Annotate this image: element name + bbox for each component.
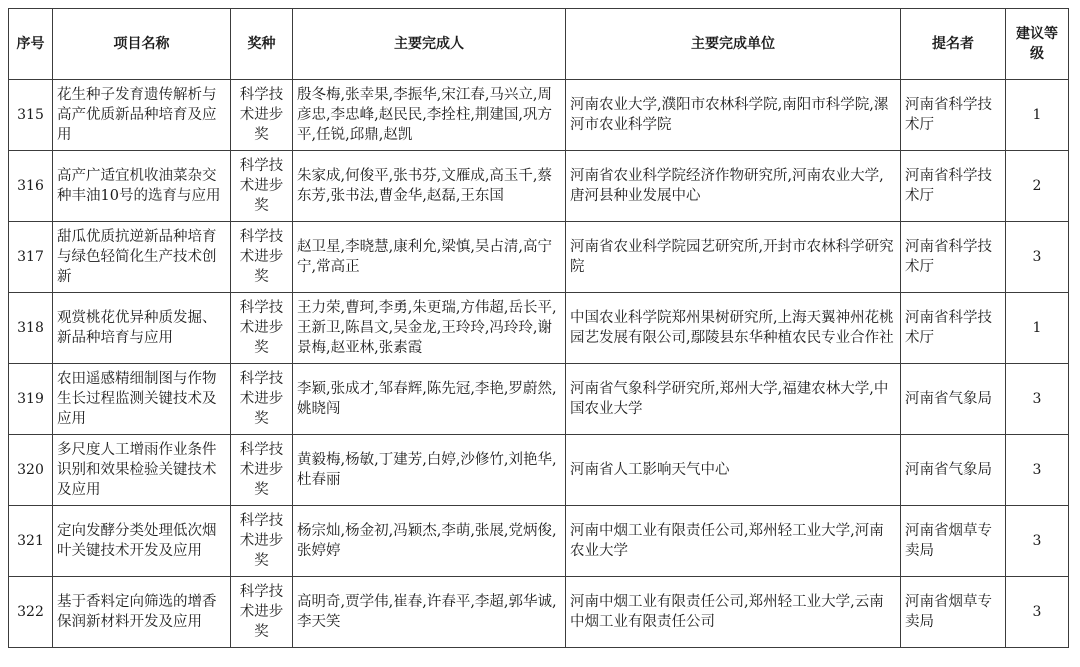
cell-nominator: 河南省气象局 (901, 435, 1006, 506)
cell-award-type: 科学技术进步奖 (231, 506, 293, 577)
header-project-name: 项目名称 (53, 9, 231, 80)
cell-main-units: 河南农业大学,濮阳市农林科学院,南阳市科学院,漯河市农业科学院 (566, 80, 901, 151)
cell-project-name: 基于香料定向筛选的增香保润新材料开发及应用 (53, 577, 231, 648)
header-nominator: 提名者 (901, 9, 1006, 80)
cell-level: 3 (1006, 435, 1069, 506)
cell-nominator: 河南省科学技术厅 (901, 80, 1006, 151)
cell-seq: 318 (9, 293, 53, 364)
cell-nominator: 河南省科学技术厅 (901, 151, 1006, 222)
table-row (9, 506, 1069, 577)
cell-seq: 316 (9, 151, 53, 222)
cell-project-name: 高产广适宜机收油菜杂交种丰油10号的选育与应用 (53, 151, 231, 222)
cell-project-name: 甜瓜优质抗逆新品种培育与绿色轻简化生产技术创新 (53, 222, 231, 293)
cell-level: 2 (1006, 151, 1069, 222)
cell-nominator: 河南省科学技术厅 (901, 293, 1006, 364)
cell-nominator: 河南省烟草专卖局 (901, 577, 1006, 648)
table-row (9, 293, 1069, 364)
cell-award-type: 科学技术进步奖 (231, 435, 293, 506)
cell-seq: 319 (9, 364, 53, 435)
cell-award-type: 科学技术进步奖 (231, 222, 293, 293)
table-row (9, 151, 1069, 222)
cell-level: 1 (1006, 293, 1069, 364)
cell-main-units: 河南中烟工业有限责任公司,郑州轻工业大学,河南农业大学 (566, 506, 901, 577)
cell-main-persons: 高明奇,贾学伟,崔春,许春平,李超,郭华诚,李天笑 (293, 577, 566, 648)
cell-project-name: 多尺度人工增雨作业条件识别和效果检验关键技术及应用 (53, 435, 231, 506)
table-row (9, 364, 1069, 435)
cell-main-persons: 黄毅梅,杨敏,丁建芳,白婷,沙修竹,刘艳华,杜春丽 (293, 435, 566, 506)
cell-award-type: 科学技术进步奖 (231, 577, 293, 648)
cell-level: 3 (1006, 506, 1069, 577)
cell-level: 1 (1006, 80, 1069, 151)
cell-award-type: 科学技术进步奖 (231, 293, 293, 364)
cell-seq: 317 (9, 222, 53, 293)
cell-main-units: 河南省人工影响天气中心 (566, 435, 901, 506)
header-main-persons: 主要完成人 (293, 9, 566, 80)
cell-main-units: 河南省农业科学院经济作物研究所,河南农业大学,唐河县种业发展中心 (566, 151, 901, 222)
cell-project-name: 定向发酵分类处理低次烟叶关键技术开发及应用 (53, 506, 231, 577)
header-main-units: 主要完成单位 (566, 9, 901, 80)
cell-main-units: 中国农业科学院郑州果树研究所,上海天翼神州花桃园艺发展有限公司,鄢陵县东华种植农民专业合作社 (566, 293, 901, 364)
header-award-type: 奖种 (231, 9, 293, 80)
cell-main-persons: 杨宗灿,杨金初,冯颖杰,李萌,张展,党炳俊,张婷婷 (293, 506, 566, 577)
cell-nominator: 河南省烟草专卖局 (901, 506, 1006, 577)
header-seq: 序号 (9, 9, 53, 80)
header-row (9, 9, 1069, 80)
cell-award-type: 科学技术进步奖 (231, 80, 293, 151)
table-row (9, 222, 1069, 293)
cell-main-persons: 朱家成,何俊平,张书芬,文雁成,高玉千,蔡东芳,张书法,曹金华,赵磊,王东国 (293, 151, 566, 222)
cell-main-persons: 王力荣,曹珂,李勇,朱更瑞,方伟超,岳长平,王新卫,陈昌文,吴金龙,王玲玲,冯玲玲,谢景梅,赵亚林,张素霞 (293, 293, 566, 364)
cell-project-name: 观赏桃花优异种质发掘、新品种培育与应用 (53, 293, 231, 364)
awards-table (8, 8, 1069, 648)
cell-main-persons: 赵卫星,李晓慧,康利允,梁慎,吴占清,高宁宁,常高正 (293, 222, 566, 293)
table-row (9, 577, 1069, 648)
cell-level: 3 (1006, 577, 1069, 648)
cell-seq: 322 (9, 577, 53, 648)
cell-project-name: 花生种子发育遗传解析与高产优质新品种培育及应用 (53, 80, 231, 151)
cell-award-type: 科学技术进步奖 (231, 364, 293, 435)
cell-seq: 315 (9, 80, 53, 151)
cell-main-persons: 李颖,张成才,邹春辉,陈先冠,李艳,罗蔚然,姚晓闯 (293, 364, 566, 435)
table-row (9, 435, 1069, 506)
table-row (9, 80, 1069, 151)
cell-level: 3 (1006, 222, 1069, 293)
cell-project-name: 农田遥感精细制图与作物生长过程监测关键技术及应用 (53, 364, 231, 435)
cell-nominator: 河南省气象局 (901, 364, 1006, 435)
cell-main-persons: 殷冬梅,张幸果,李振华,宋江春,马兴立,周彦忠,李忠峰,赵民民,李拴柱,荆建国,巩方平,任锐,邱鼎,赵凯 (293, 80, 566, 151)
cell-seq: 321 (9, 506, 53, 577)
cell-level: 3 (1006, 364, 1069, 435)
header-level: 建议等级 (1006, 9, 1069, 80)
cell-award-type: 科学技术进步奖 (231, 151, 293, 222)
cell-main-units: 河南中烟工业有限责任公司,郑州轻工业大学,云南中烟工业有限责任公司 (566, 577, 901, 648)
cell-main-units: 河南省农业科学院园艺研究所,开封市农林科学研究院 (566, 222, 901, 293)
cell-main-units: 河南省气象科学研究所,郑州大学,福建农林大学,中国农业大学 (566, 364, 901, 435)
cell-nominator: 河南省科学技术厅 (901, 222, 1006, 293)
cell-seq: 320 (9, 435, 53, 506)
